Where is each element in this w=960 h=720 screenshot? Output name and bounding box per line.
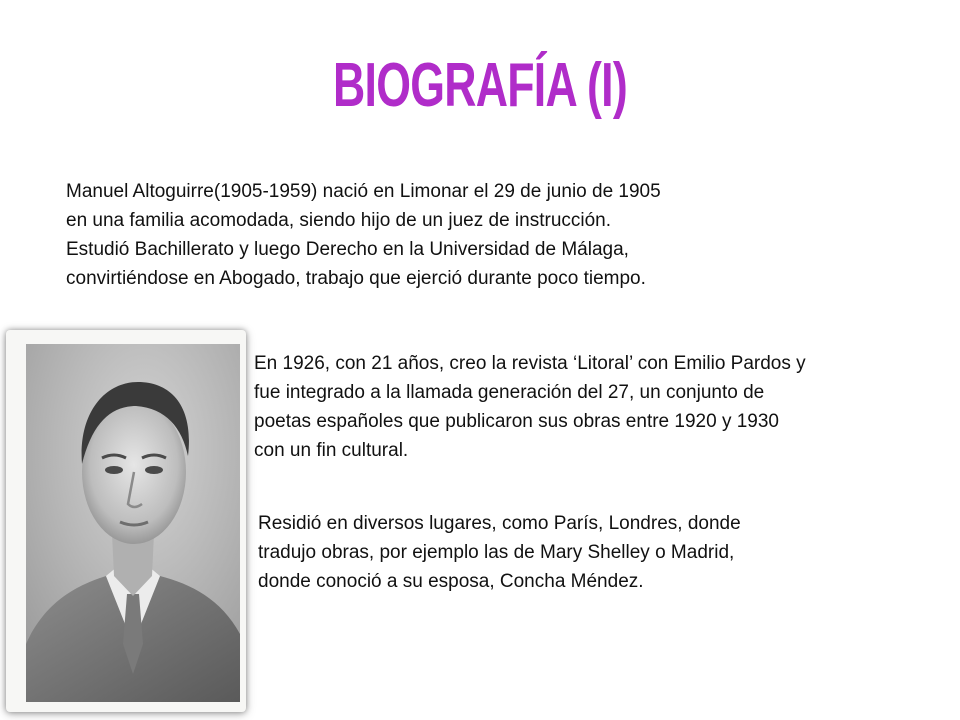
paragraph-intro: Manuel Altoguirre(1905-1959) nació en Limonar el 29 de junio de 1905 en una familia acomodada, siendo hijo de un juez de instrucción. Estudió Bachillerato y luego Derecho en la Universidad de Málaga, convirtiéndose en Abogado, trabajo que ejerció durante poco tiempo. [66,181,661,289]
portrait-photo [26,344,240,702]
paragraph-residence: Residió en diversos lugares, como París, Londres, donde tradujo obras, por ejemplo las de Mary Shelley o Madrid, donde conoció a su esposa, Concha Méndez. [258,513,741,592]
portrait-photo-frame [6,330,246,712]
paragraph-litoral: En 1926, con 21 años, creo la revista ‘Litoral’ con Emilio Pardos y fue integrado a la llamada generación del 27, un conjunto de poetas españoles que publicaron sus obras entre 1920 y 1930 con un fin cultural. [254,353,806,461]
slide-title: BIOGRAFÍA (I) [332,51,627,120]
portrait-illustration [26,344,240,702]
